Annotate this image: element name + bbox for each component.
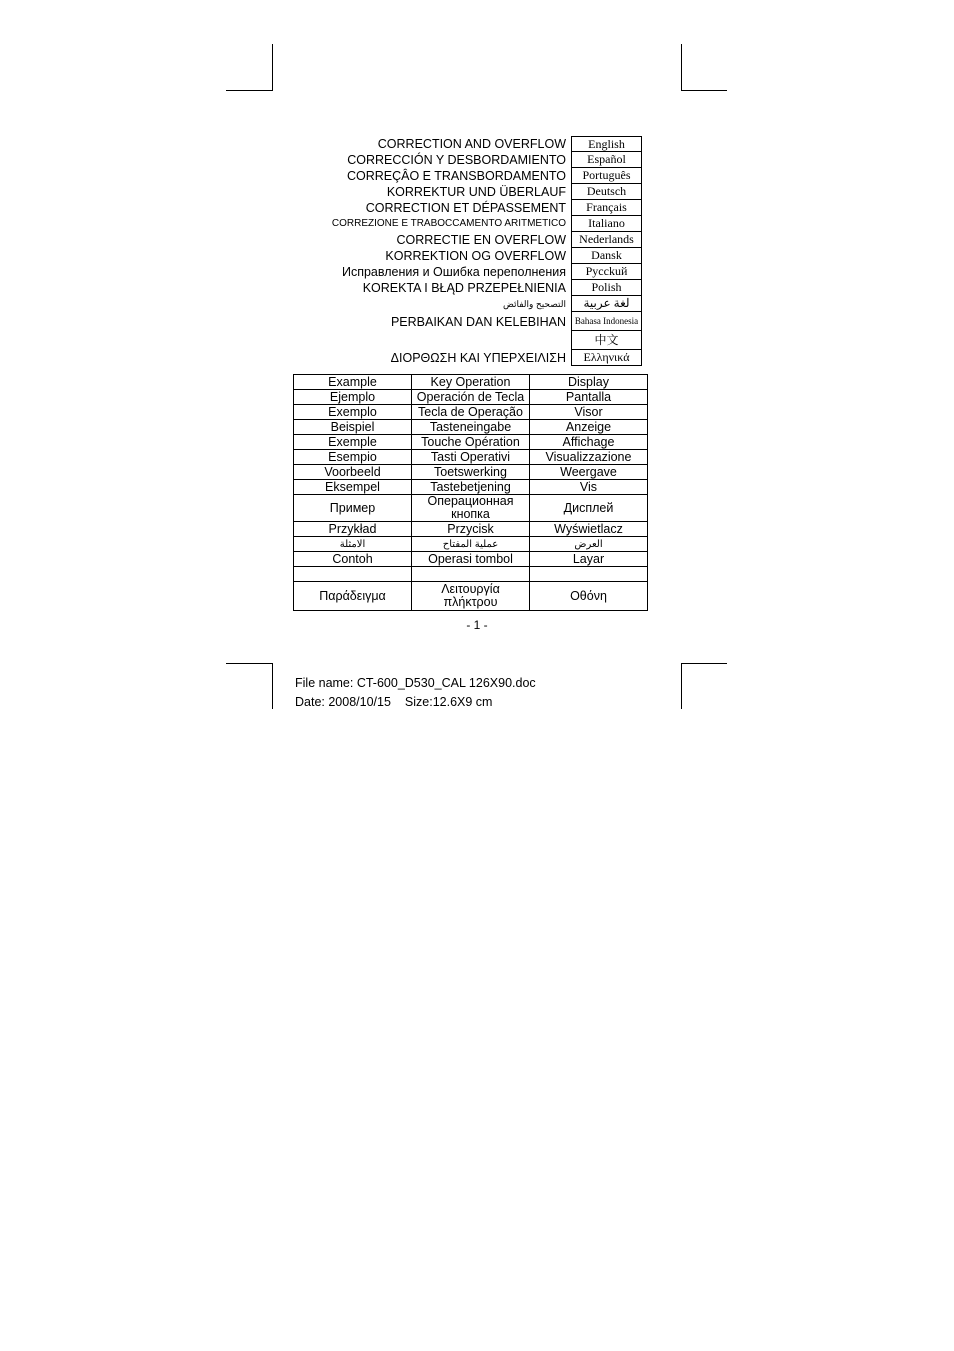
title-row-german xyxy=(290,184,642,200)
table-cell: Toetswerking xyxy=(412,465,530,480)
language-label: Dansk xyxy=(571,248,642,264)
document-footer xyxy=(295,674,536,712)
section-title: CORRECTION ET DÉPASSEMENT xyxy=(365,201,566,215)
table-cell: عملية المفتاح xyxy=(412,537,530,552)
language-label: Deutsch xyxy=(571,184,642,200)
language-label: Français xyxy=(571,200,642,216)
title-row-spanish xyxy=(290,152,642,168)
title-row-russian xyxy=(290,264,642,280)
table-cell: Weergave xyxy=(530,465,648,480)
table-row xyxy=(294,537,648,552)
crop-mark xyxy=(681,44,682,91)
title-row-polish xyxy=(290,280,642,296)
table-cell xyxy=(294,567,412,582)
table-cell: Exemple xyxy=(294,435,412,450)
title-row-portuguese xyxy=(290,168,642,184)
title-row-dutch xyxy=(290,232,642,248)
crop-mark xyxy=(681,663,682,709)
language-label: Bahasa Indonesia xyxy=(571,312,642,331)
crop-mark xyxy=(226,90,273,91)
language-label: Español xyxy=(571,152,642,168)
table-cell: Eksempel xyxy=(294,480,412,495)
title-row-english xyxy=(290,136,642,152)
language-label: Polish xyxy=(571,280,642,296)
table-cell: Пример xyxy=(294,495,412,522)
table-row xyxy=(294,405,648,420)
document-date: Date: 2008/10/15 xyxy=(295,695,391,709)
table-cell: Beispiel xyxy=(294,420,412,435)
section-title: CORRECTION AND OVERFLOW xyxy=(377,137,566,151)
file-name: File name: CT-600_D530_CAL 126X90.doc xyxy=(295,676,536,690)
section-title: CORREZIONE E TRABOCCAMENTO ARITMETICO xyxy=(331,218,566,229)
table-cell: Operación de Tecla xyxy=(412,390,530,405)
language-label: English xyxy=(571,136,642,152)
table-cell: Layar xyxy=(530,552,648,567)
table-cell: Tasti Operativi xyxy=(412,450,530,465)
table-row xyxy=(294,465,648,480)
table-cell: Przykład xyxy=(294,522,412,537)
table-row xyxy=(294,582,648,611)
date-size-line xyxy=(295,693,536,712)
crop-mark xyxy=(226,663,273,664)
table-cell: Anzeige xyxy=(530,420,648,435)
table-cell: Przycisk xyxy=(412,522,530,537)
table-cell: Visualizzazione xyxy=(530,450,648,465)
title-row-arabic xyxy=(290,296,642,312)
table-row xyxy=(294,567,648,582)
table-cell: Visor xyxy=(530,405,648,420)
table-cell: Οθόνη xyxy=(530,582,648,611)
page-number: - 1 - xyxy=(466,618,488,632)
table-row xyxy=(294,495,648,522)
table-cell: Key Operation xyxy=(412,375,530,390)
title-row-greek xyxy=(290,350,642,366)
language-label: Português xyxy=(571,168,642,184)
table-cell: Tastebetjening xyxy=(412,480,530,495)
table-cell: Operasi tombol xyxy=(412,552,530,567)
table-cell: Voorbeeld xyxy=(294,465,412,480)
language-label: 中文 xyxy=(571,331,642,350)
document-size: Size:12.6X9 cm xyxy=(404,695,493,709)
table-cell: Esempio xyxy=(294,450,412,465)
language-label: Italiano xyxy=(571,216,642,232)
table-cell: Дисплей xyxy=(530,495,648,522)
title-row-indonesian xyxy=(290,312,642,331)
language-label: Pycckuй xyxy=(571,264,642,280)
table-cell: Example xyxy=(294,375,412,390)
example-table xyxy=(293,374,648,611)
table-cell: Ejemplo xyxy=(294,390,412,405)
section-title: PERBAIKAN DAN KELEBIHAN xyxy=(390,314,566,329)
table-cell: Exemplo xyxy=(294,405,412,420)
table-cell: Display xyxy=(530,375,648,390)
table-cell: Affichage xyxy=(530,435,648,450)
table-cell: Vis xyxy=(530,480,648,495)
language-label: لغة عربية xyxy=(571,296,642,312)
table-row xyxy=(294,435,648,450)
table-cell: Pantalla xyxy=(530,390,648,405)
table-cell: الامثلة xyxy=(294,537,412,552)
section-title: CORRECTIE EN OVERFLOW xyxy=(396,233,566,247)
table-cell: Wyświetlacz xyxy=(530,522,648,537)
table-cell xyxy=(412,567,530,582)
table-cell: Contoh xyxy=(294,552,412,567)
crop-mark xyxy=(272,44,273,91)
section-title: CORREÇÂO E TRANSBORDAMENTO xyxy=(346,169,566,183)
table-row xyxy=(294,522,648,537)
crop-mark xyxy=(272,663,273,709)
section-title: ΔΙΟΡΘΩΣΗ ΚΑΙ ΥΠΕΡΧΕΙΛΙΣΗ xyxy=(390,351,566,365)
table-row xyxy=(294,450,648,465)
title-row-italian xyxy=(290,216,642,232)
table-cell: Λειτουργία πλήκτρου xyxy=(412,582,530,611)
table-row xyxy=(294,390,648,405)
title-block xyxy=(290,136,642,366)
table-row xyxy=(294,480,648,495)
table-cell: Touche Opération xyxy=(412,435,530,450)
language-label: Nederlands xyxy=(571,232,642,248)
table-cell: العرض xyxy=(530,537,648,552)
section-title: التصحيح والفائض xyxy=(502,299,566,309)
table-cell: Tecla de Operação xyxy=(412,405,530,420)
section-title: Исправления и Ошибка переполнения xyxy=(341,265,566,279)
table-row xyxy=(294,420,648,435)
table-row xyxy=(294,375,648,390)
section-title: KOREKTA I BŁĄD PRZEPEŁNIENIA xyxy=(362,281,566,295)
table-row xyxy=(294,552,648,567)
crop-mark xyxy=(681,663,727,664)
title-row-danish xyxy=(290,248,642,264)
table-cell: Παράδειγμα xyxy=(294,582,412,611)
table-cell: Операционная кнопка xyxy=(412,495,530,522)
language-label: Ελληνικά xyxy=(571,350,642,366)
section-title: CORRECCIÓN Y DESBORDAMIENTO xyxy=(347,153,566,167)
section-title: KORREKTUR UND ÜBERLAUF xyxy=(386,185,566,199)
table-cell: Tasteneingabe xyxy=(412,420,530,435)
table-cell xyxy=(530,567,648,582)
crop-mark xyxy=(681,90,727,91)
title-row-french xyxy=(290,200,642,216)
section-title: KORREKTION OG OVERFLOW xyxy=(385,249,566,263)
title-row-chinese xyxy=(290,331,642,350)
